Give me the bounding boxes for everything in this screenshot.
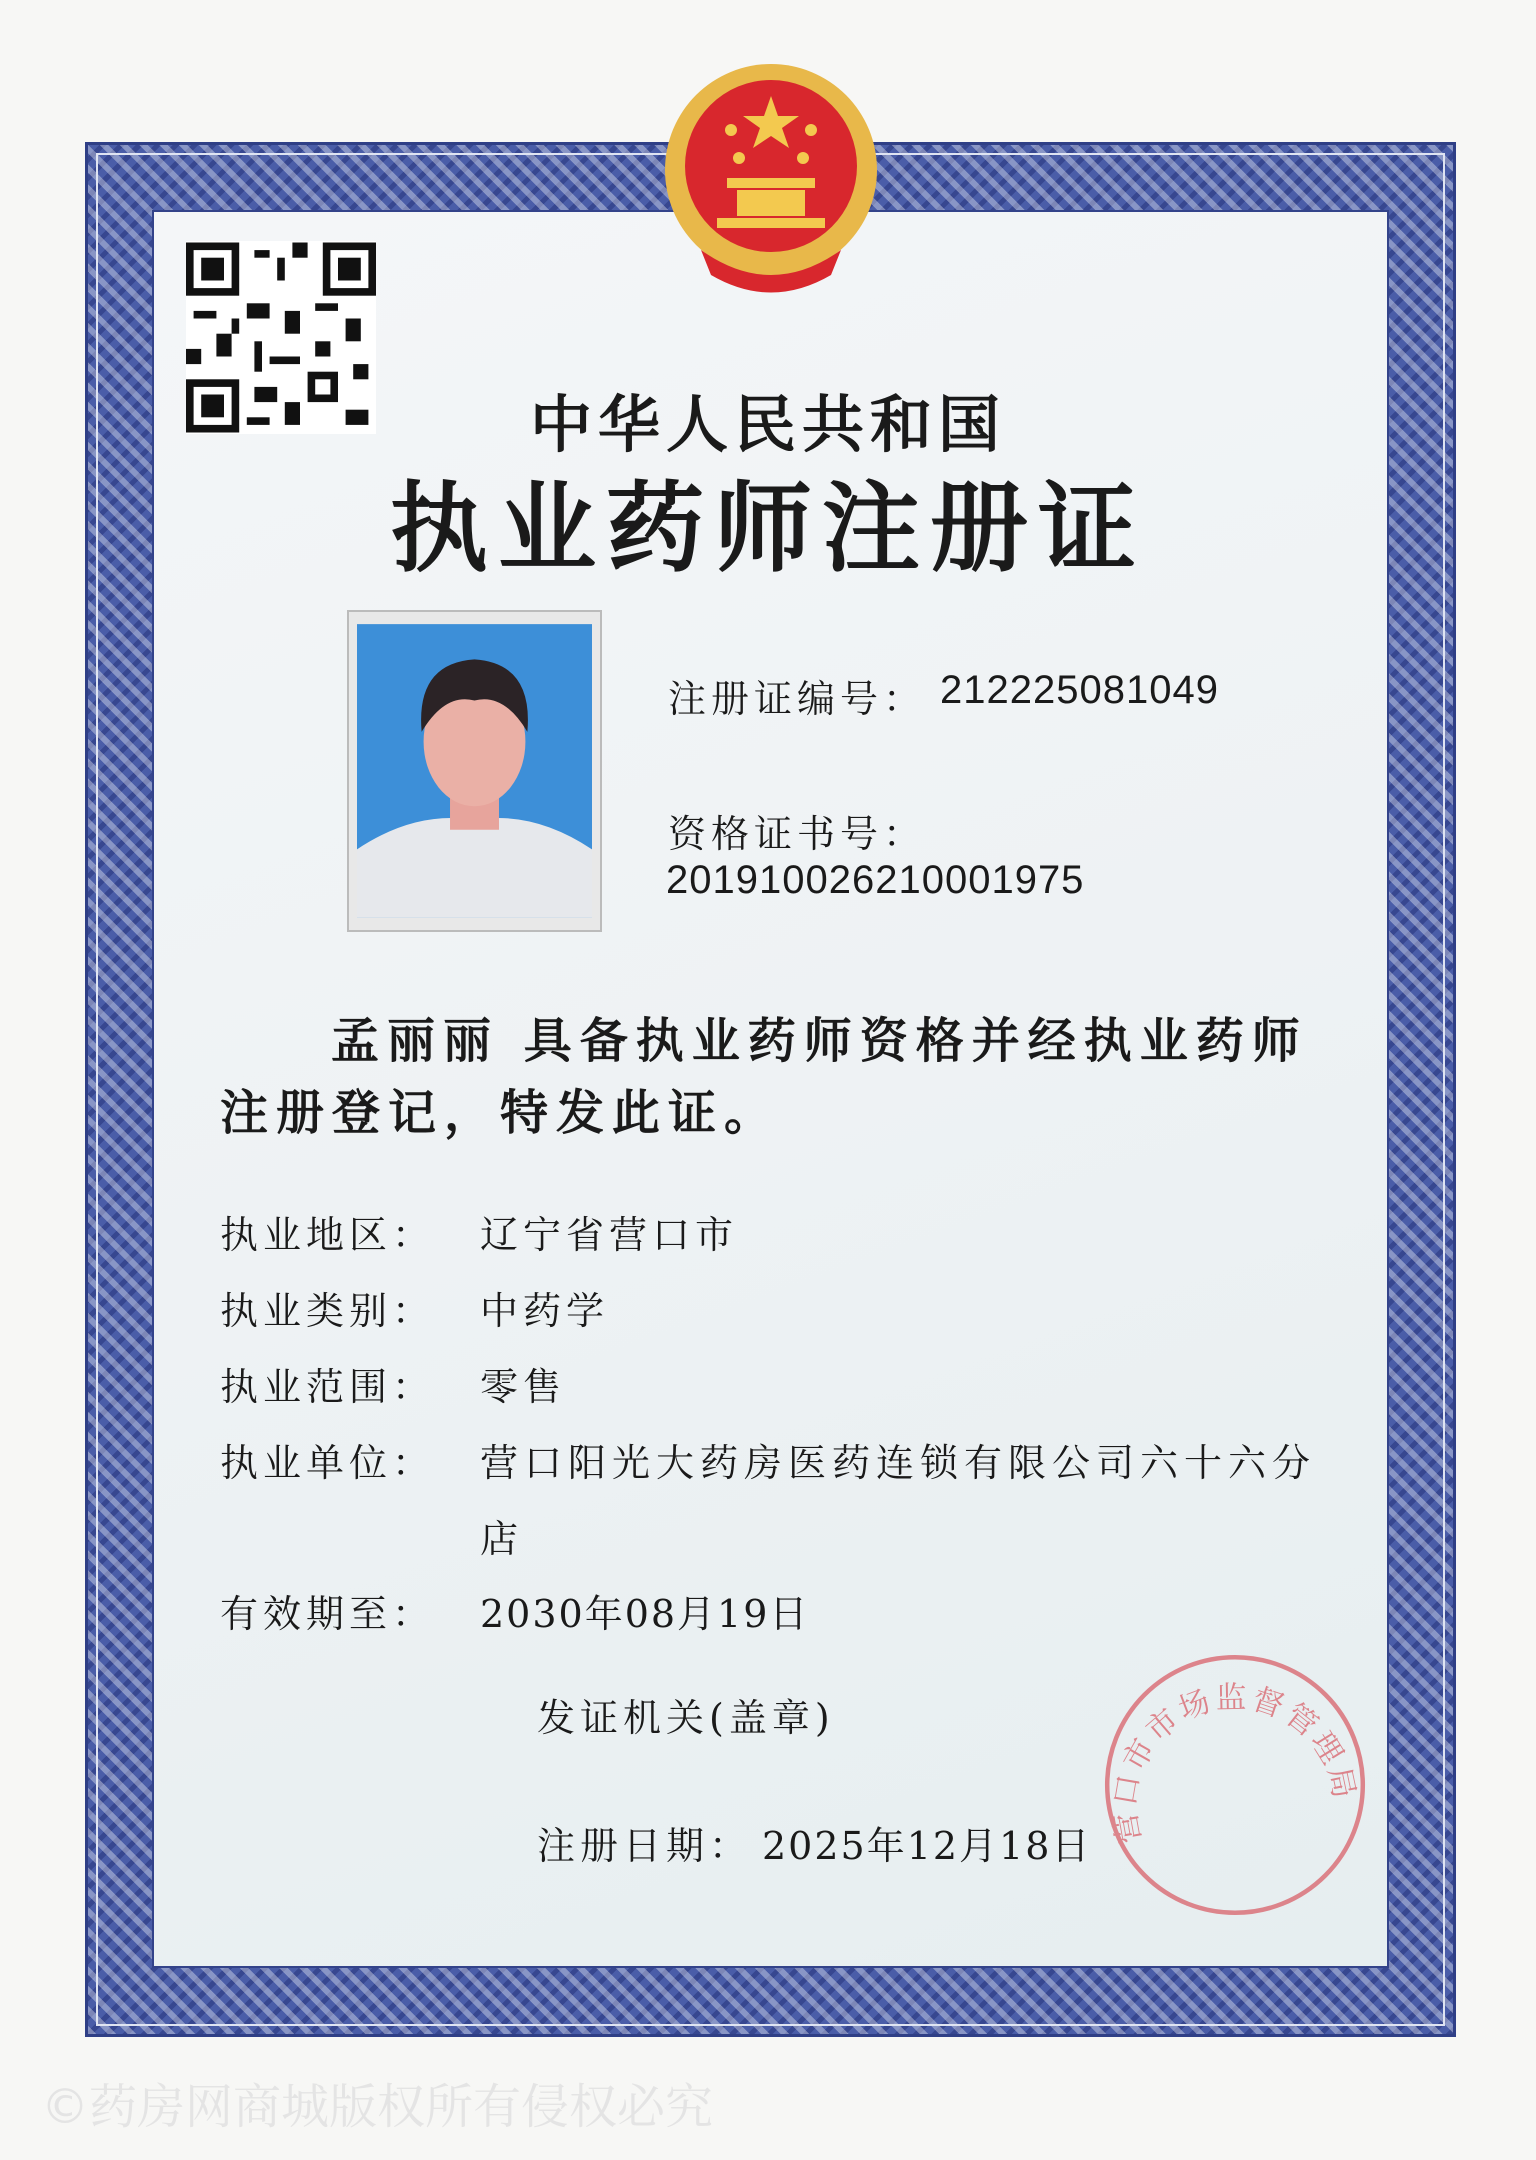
issuer-label: 发证机关(盖章) bbox=[537, 1696, 835, 1740]
holder-name: 孟丽丽 bbox=[331, 1013, 500, 1069]
qualification-no-label: 资格证书号： bbox=[668, 812, 927, 856]
field-value-employer: 营口阳光大药房医药连锁有限公司六十六分 bbox=[480, 1441, 1317, 1485]
national-emblem-icon bbox=[661, 60, 881, 300]
registration-date-label: 注册日期： bbox=[537, 1824, 753, 1868]
field-label-employer: 执业单位： bbox=[220, 1441, 436, 1485]
registration-date: 2025年12月18日 bbox=[762, 1824, 1092, 1868]
field-label-category: 执业类别： bbox=[220, 1289, 436, 1333]
registration-no-label: 注册证编号： bbox=[668, 677, 927, 721]
field-value-valid-until: 2030年08月19日 bbox=[480, 1592, 810, 1636]
registration-no: 212225081049 bbox=[940, 668, 1219, 712]
field-value-region: 辽宁省营口市 bbox=[480, 1213, 739, 1257]
country-title: 中华人民共和国 bbox=[529, 388, 1006, 461]
certificate-title: 执业药师注册证 bbox=[389, 472, 1146, 586]
statement-line-1 bbox=[331, 1002, 1308, 1071]
field-value-scope: 零售 bbox=[480, 1365, 567, 1409]
statement-text: 具备执业药师资格并经执业药师 bbox=[523, 1013, 1308, 1069]
statement-line-2: 注册登记，特发此证。 bbox=[220, 1085, 781, 1141]
portrait-image bbox=[357, 620, 592, 922]
copyright-watermark: ©药房网商城版权所有侵权必究 bbox=[41, 2079, 714, 2135]
field-label-region: 执业地区： bbox=[220, 1213, 436, 1257]
field-label-valid-until: 有效期至： bbox=[220, 1592, 436, 1636]
field-value-category: 中药学 bbox=[480, 1289, 610, 1333]
field-label-scope: 执业范围： bbox=[220, 1365, 436, 1409]
holder-photo bbox=[347, 610, 602, 932]
official-seal bbox=[1100, 1650, 1370, 1920]
qualification-no: 201910026210001975 bbox=[666, 858, 1085, 902]
svg-text:营口市市场监督管理局 bbox=[1108, 1680, 1362, 1845]
seal-text: 营口市市场监督管理局 bbox=[1107, 1680, 1362, 1846]
field-value-employer-cont: 店 bbox=[480, 1517, 524, 1561]
